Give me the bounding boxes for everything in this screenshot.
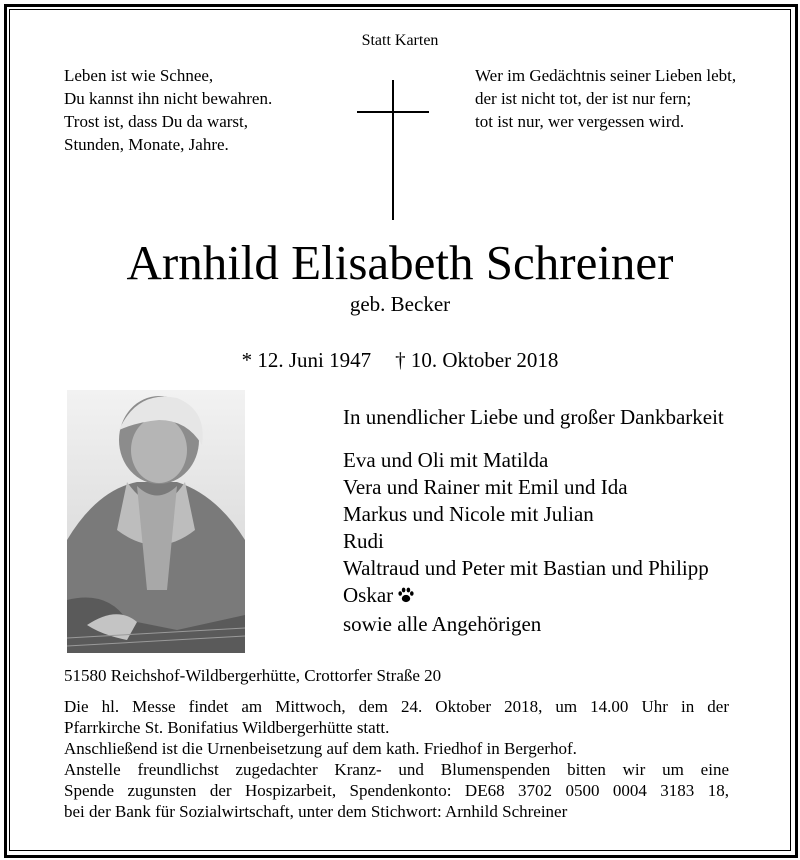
notice-line: bei der Bank für Sozialwirtschaft, unter dem Stichwort: Arnhild Schreiner — [64, 802, 568, 821]
address: 51580 Reichshof-Wildbergerhütte, Crottorfer Straße 20 — [64, 666, 442, 685]
life-dates — [0, 348, 800, 373]
mourner-line: Vera und Rainer mit Emil und Ida — [343, 475, 628, 499]
poem-right — [475, 64, 736, 133]
mourner-line: Markus und Nicole mit Julian — [343, 502, 594, 526]
mourner-line: Waltraud und Peter mit Bastian und Philipp — [343, 556, 709, 580]
paw-icon — [397, 584, 415, 611]
deceased-name: Arnhild Elisabeth Schreiner — [126, 235, 674, 290]
poem-left-line: Du kannst ihn nicht bewahren. — [64, 89, 273, 108]
notice-line: Anschließend ist die Urnenbeisetzung auf dem kath. Friedhof in Bergerhof. — [64, 739, 577, 758]
portrait-photo — [67, 390, 245, 653]
birth-date: * 12. Juni 1947 — [241, 348, 372, 372]
mourner-line: Eva und Oli mit Matilda — [343, 448, 549, 472]
mourners-list — [343, 447, 709, 638]
mourner-name: Oskar — [343, 583, 394, 607]
poem-left-line: Stunden, Monate, Jahre. — [64, 135, 229, 154]
poem-right-line: der ist nicht tot, der ist nur fern; — [475, 89, 692, 108]
notice-line: Spende zugunsten der Hospizarbeit, Spendenkonto: DE68 3702 0500 0004 3183 18, — [64, 781, 729, 800]
notice-line: Die hl. Messe findet am Mittwoch, dem 24. Oktober 2018, um 14.00 Uhr in der — [64, 697, 729, 716]
poem-right-line: Wer im Gedächtnis seiner Lieben lebt, — [475, 66, 737, 85]
mourner-line: sowie alle Angehörigen — [343, 612, 542, 636]
header-statt-karten: Statt Karten — [361, 32, 439, 49]
mourner-line-oskar — [343, 582, 709, 611]
cross-icon — [357, 80, 429, 220]
notice-line: Anstelle freundlichst zugedachter Kranz- und Blumenspenden bitten wir um eine — [64, 760, 729, 779]
mourners-intro: In unendlicher Liebe und großer Dankbarkeit — [343, 405, 724, 429]
maiden-name: geb. Becker — [349, 292, 451, 316]
death-date: † 10. Oktober 2018 — [395, 348, 559, 372]
notice-line: Pfarrkirche St. Bonifatius Wildbergerhütte statt. — [64, 718, 390, 737]
poem-right-line: tot ist nur, wer vergessen wird. — [475, 112, 685, 131]
poem-left-line: Leben ist wie Schnee, — [64, 66, 214, 85]
mourner-line: Rudi — [343, 529, 384, 553]
service-notice — [64, 696, 729, 822]
poem-left — [64, 64, 272, 156]
poem-left-line: Trost ist, dass Du da warst, — [64, 112, 249, 131]
